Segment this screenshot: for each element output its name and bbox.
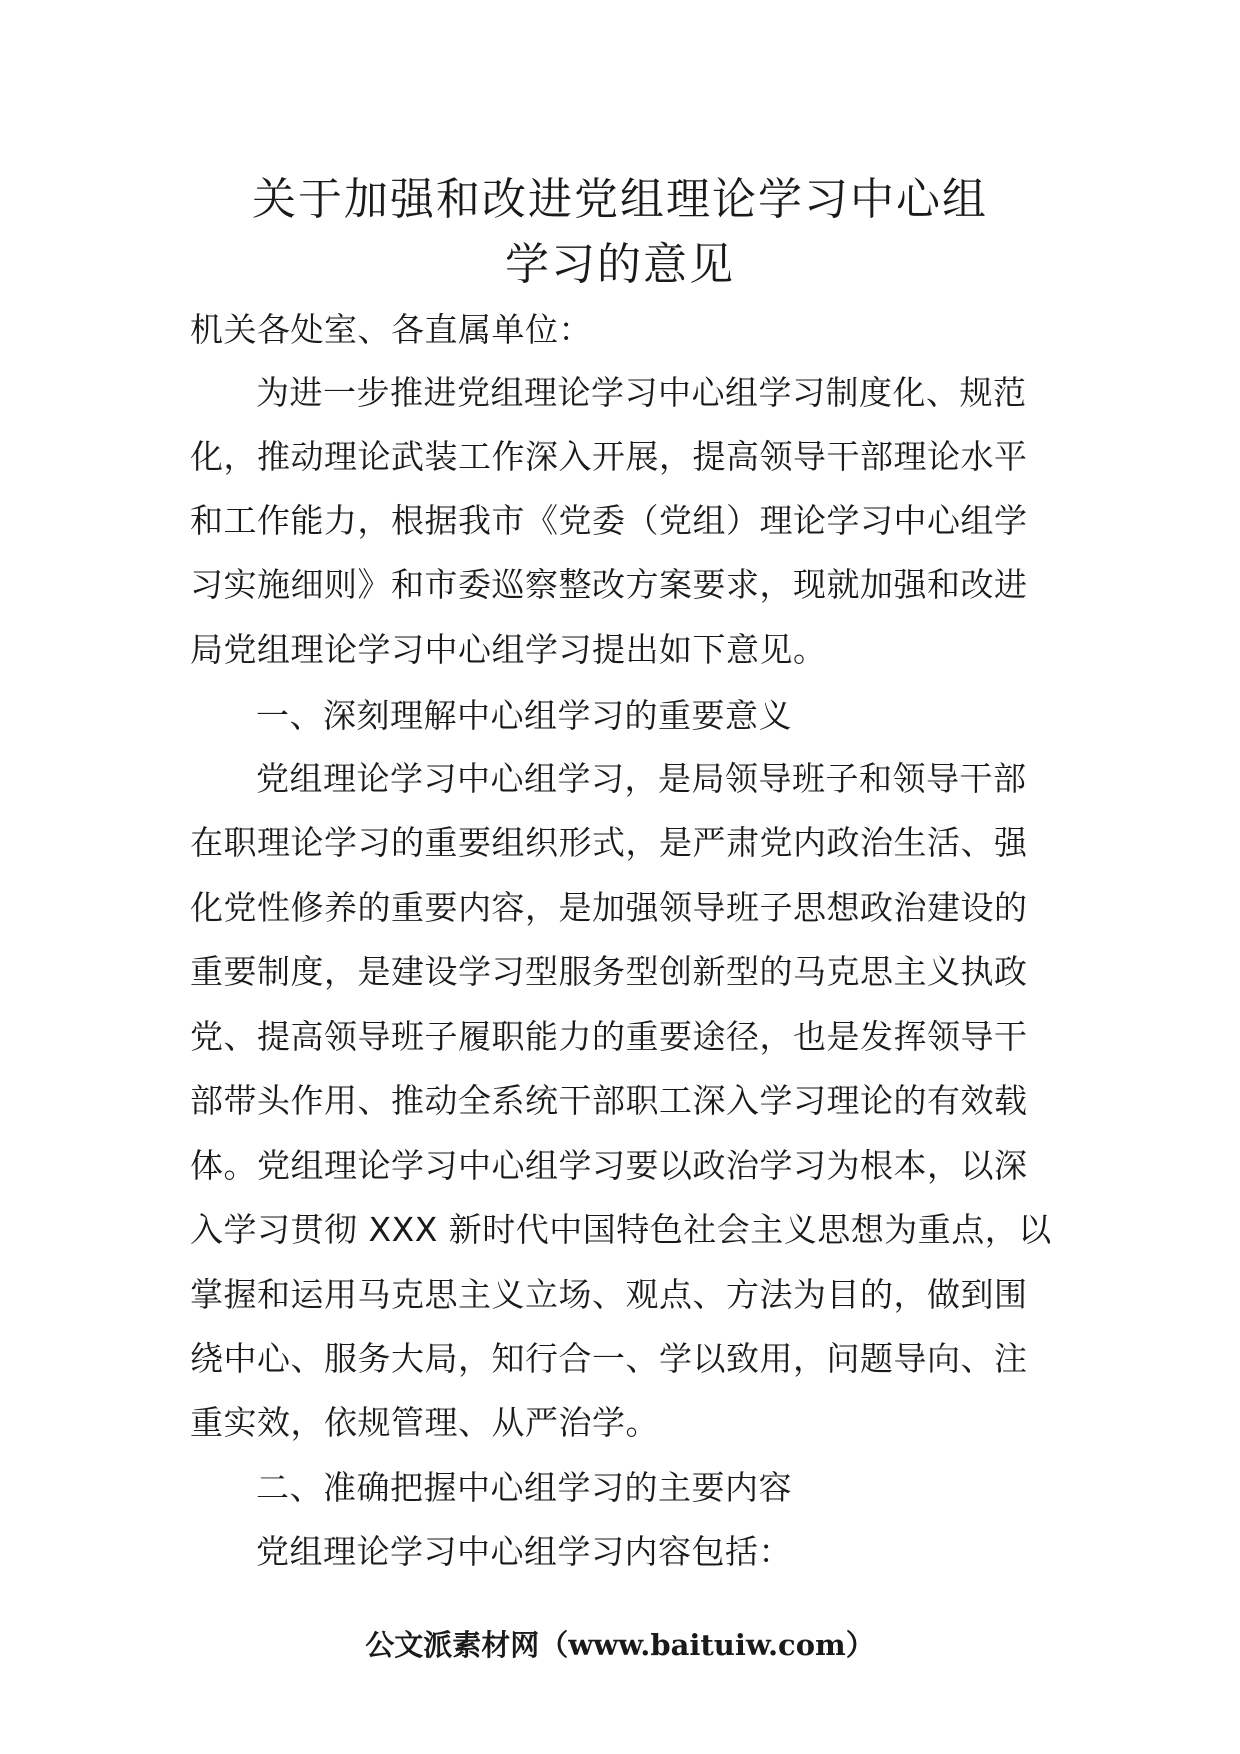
paragraph-line: 党组理论学习中心组学习内容包括：	[256, 1532, 792, 1571]
document-title-line-1: 关于加强和改进党组理论学习中心组	[252, 174, 988, 225]
paragraph-line: 和工作能力，根据我市《党委（党组）理论学习中心组学	[190, 501, 1028, 540]
paragraph-line: 部带头作用、推动全系统干部职工深入学习理论的有效载	[190, 1081, 1028, 1120]
paragraph-line: 习实施细则》和市委巡察整改方案要求，现就加强和改进	[190, 565, 1028, 604]
section-heading-1: 一、深刻理解中心组学习的重要意义	[256, 696, 792, 735]
paragraph-line: 化，推动理论武装工作深入开展，提高领导干部理论水平	[190, 437, 1028, 476]
paragraph-line: 重要制度，是建设学习型服务型创新型的马克思主义执政	[190, 952, 1028, 991]
salutation: 机关各处室、各直属单位：	[190, 310, 592, 349]
paragraph-line: 化党性修养的重要内容，是加强领导班子思想政治建设的	[190, 888, 1028, 927]
paragraph-line: 掌握和运用马克思主义立场、观点、方法为目的，做到围	[190, 1275, 1028, 1314]
paragraph-line: 绕中心、服务大局，知行合一、学以致用，问题导向、注	[190, 1339, 1028, 1378]
footer-watermark: 公文派素材网（www.baituiw.com）	[365, 1628, 875, 1662]
paragraph-line: 党、提高领导班子履职能力的重要途径，也是发挥领导干	[190, 1017, 1028, 1056]
paragraph-line: 体。党组理论学习中心组学习要以政治学习为根本，以深	[190, 1146, 1028, 1185]
paragraph-line: 为进一步推进党组理论学习中心组学习制度化、规范	[256, 373, 1027, 412]
document-title-line-2: 学习的意见	[505, 239, 735, 290]
paragraph-line: 局党组理论学习中心组学习提出如下意见。	[190, 630, 827, 669]
paragraph-line: 重实效，依规管理、从严治学。	[190, 1403, 659, 1442]
section-heading-2: 二、准确把握中心组学习的主要内容	[256, 1468, 792, 1507]
paragraph-line: 入学习贯彻 XXX 新时代中国特色社会主义思想为重点，以	[190, 1210, 1052, 1249]
paragraph-line: 在职理论学习的重要组织形式，是严肃党内政治生活、强	[190, 823, 1028, 862]
paragraph-line: 党组理论学习中心组学习，是局领导班子和领导干部	[256, 759, 1027, 798]
